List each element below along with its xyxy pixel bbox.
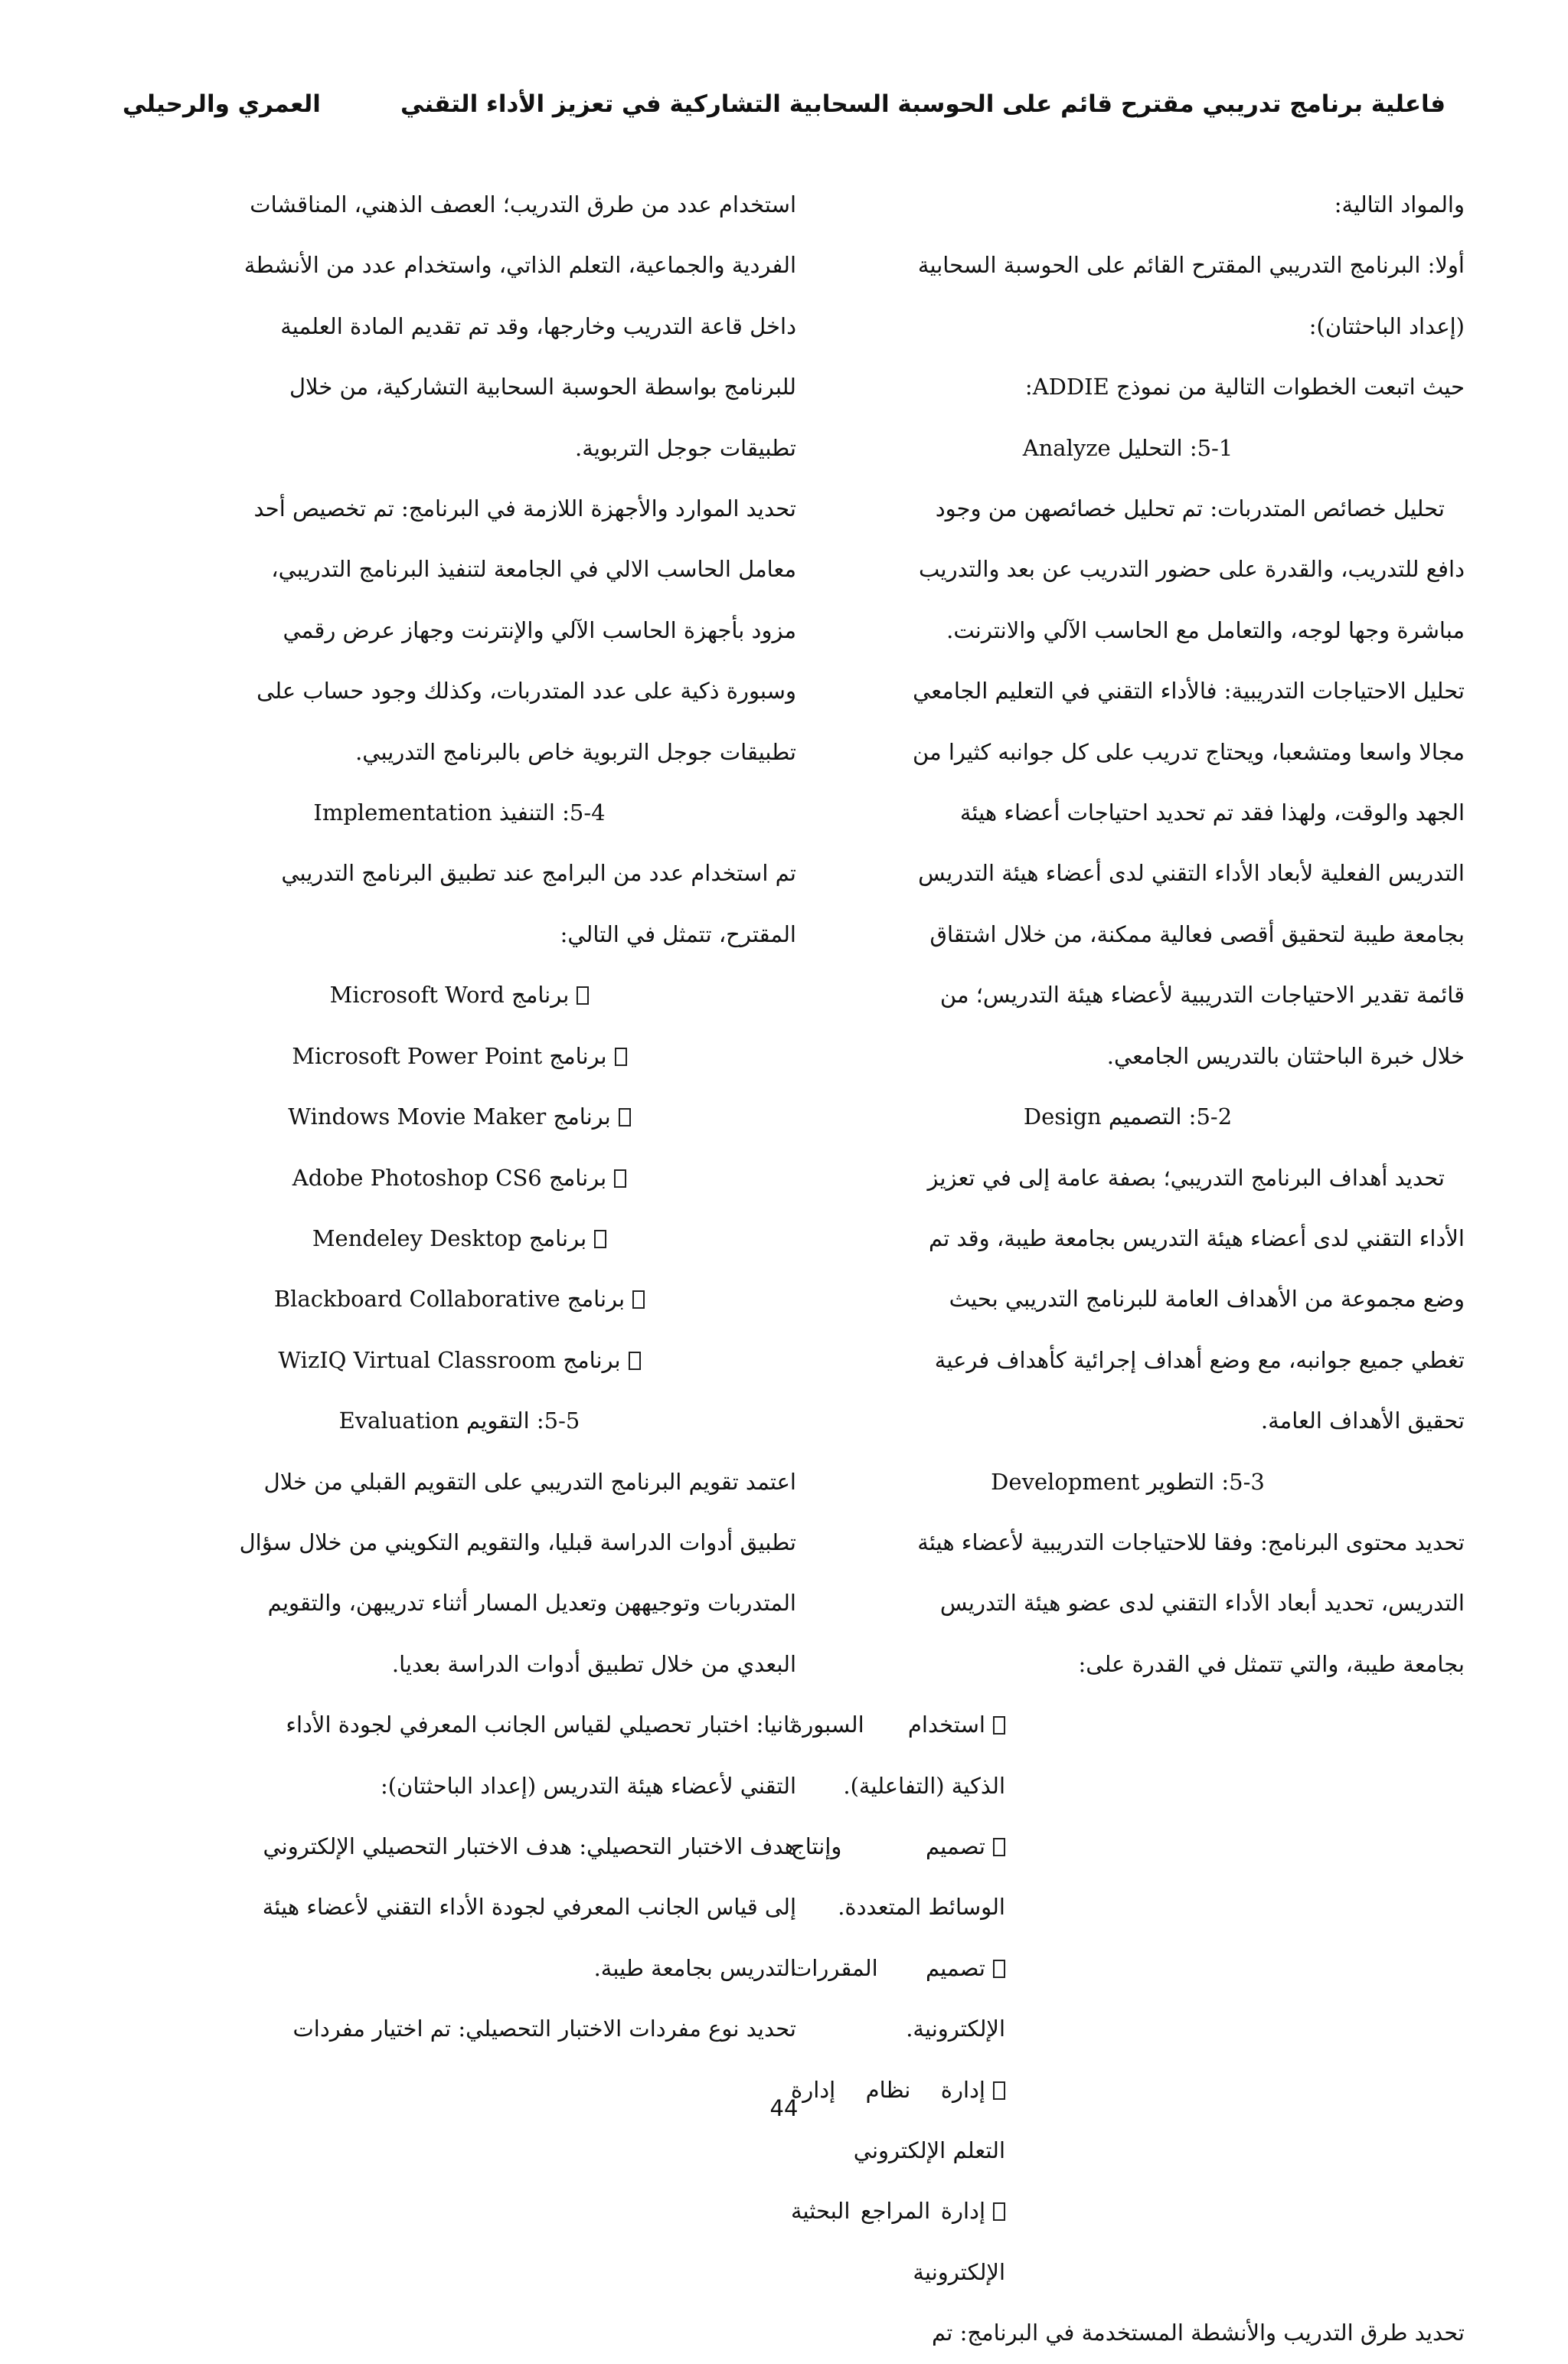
paragraph-line: اعتمد تقويم البرنامج التدريبي على التقويم القبلي من خلال bbox=[263, 1468, 796, 1495]
paragraph-line: بجامعة طيبة لتحقيق أقصى فعالية ممكنة، من خلال اشتقاق bbox=[929, 920, 1465, 947]
running-header bbox=[122, 90, 1446, 136]
section-heading-development: 5-3: التطوير Development bbox=[991, 1468, 1265, 1495]
checkbox-bullet-icon bbox=[993, 1716, 1005, 1735]
paragraph-line: الأداء التقني لدى أعضاء هيئة التدريس بجامعة طيبة، وقد تم bbox=[928, 1225, 1465, 1251]
bullet-item: برنامج Windows Movie Maker bbox=[122, 1087, 796, 1147]
bullet-item: برنامج Mendeley Desktop bbox=[122, 1208, 796, 1269]
paragraph-line: (إعداد الباحثتان): bbox=[1308, 312, 1465, 339]
paragraph-line: هدف الاختبار التحصيلي: هدف الاختبار التحصيلي الإلكتروني bbox=[263, 1833, 796, 1859]
paragraph-line: تحديد محتوى البرنامج: وفقا للاحتياجات التدريبية لأعضاء هيئة bbox=[917, 1529, 1465, 1555]
paragraph-line: خلال خبرة الباحثتان بالتدريس الجامعي. bbox=[1106, 1042, 1465, 1069]
paragraph-line: استخدام عدد من طرق التدريب؛ العصف الذهني، المناقشات bbox=[250, 191, 796, 217]
paragraph-line: حيث اتبعت الخطوات التالية من نموذج ADDIE: bbox=[1024, 374, 1465, 401]
paragraph-line: مجالا واسعا ومتشعبا، ويحتاج تدريب على كل جوانبه كثيرا من bbox=[913, 738, 1465, 765]
paragraph-line: بجامعة طيبة، والتي تتمثل في القدرة على: bbox=[1078, 1650, 1465, 1677]
paragraph-line: التدريس بجامعة طيبة. bbox=[593, 1954, 796, 1981]
paragraph-line: معامل الحاسب الالي في الجامعة لتنفيذ البرنامج التدريبي، bbox=[271, 556, 796, 583]
checkbox-bullet-icon bbox=[993, 1838, 1005, 1856]
paragraph-line: تحليل خصائص المتدربات: تم تحليل خصائصهن من وجود bbox=[935, 495, 1445, 522]
paragraph-line: وسبورة ذكية على عدد المتدربات، وكذلك وجود حساب على bbox=[256, 678, 796, 705]
checkbox-bullet-icon bbox=[632, 1290, 645, 1309]
paragraph-line: إلى قياس الجانب المعرفي لجودة الأداء التقني لأعضاء هيئة bbox=[262, 1894, 796, 1921]
checkbox-bullet-icon bbox=[993, 2202, 1005, 2221]
bullet-item: برنامج Microsoft Word bbox=[122, 965, 796, 1025]
paragraph-line: للبرنامج بواسطة الحوسبة السحابية التشاركية، من خلال bbox=[289, 374, 796, 401]
paragraph-line: تغطي جميع جوانبه، مع وضع أهداف إجرائية كأهداف فرعية bbox=[934, 1346, 1465, 1373]
checkbox-bullet-icon bbox=[993, 1960, 1005, 1978]
paragraph-line: وضع مجموعة من الأهداف العامة للبرنامج التدريبي بحيث bbox=[949, 1286, 1465, 1313]
paragraph-line: تطبيق أدوات الدراسة قبليا، والتقويم التكويني من خلال سؤال bbox=[239, 1529, 796, 1555]
paragraph-line: المقترح، تتمثل في التالي: bbox=[560, 920, 796, 947]
paragraph-line: الفردية والجماعية، التعلم الذاتي، واستخدام عدد من الأنشطة bbox=[243, 252, 796, 279]
paragraph-line: تحديد طرق التدريب والأنشطة المستخدمة في البرنامج: تم bbox=[932, 2320, 1465, 2346]
paragraph-line: تحليل الاحتياجات التدريبية: فالأداء التقني في التعليم الجامعي bbox=[913, 678, 1465, 705]
paragraph-line: مباشرة وجها لوجه، والتعامل مع الحاسب الآلي والانترنت. bbox=[946, 616, 1465, 643]
bullet-item: تصميم وإنتاج الوسائط المتعددة. bbox=[791, 1833, 1005, 1921]
paragraph-line: تطبيقات جوجل التربوية خاص بالبرنامج التدريبي. bbox=[355, 738, 796, 765]
paragraph-line: قائمة تقدير الاحتياجات التدريبية لأعضاء هيئة التدريس؛ من bbox=[939, 982, 1465, 1009]
paragraph-line: دافع للتدريب، والقدرة على حضور التدريب عن بعد والتدريب bbox=[919, 556, 1465, 583]
paragraph-line: البعدي من خلال تطبيق أدوات الدراسة بعديا. bbox=[391, 1650, 796, 1677]
paragraph-line: تحقيق الأهداف العامة. bbox=[1260, 1408, 1465, 1434]
paragraph-line: داخل قاعة التدريب وخارجها، وقد تم تقديم المادة العلمية bbox=[280, 312, 796, 339]
paragraph-line: تطبيقات جوجل التربوية. bbox=[575, 434, 796, 461]
authors: العمري والرحيلي bbox=[122, 90, 321, 118]
paragraph-line: مزود بأجهزة الحاسب الآلي والإنترنت وجهاز عرض رقمي bbox=[283, 616, 796, 643]
checkbox-bullet-icon bbox=[629, 1352, 641, 1370]
paragraph-line: ثانيا: اختبار تحصيلي لقياس الجانب المعرفي لجودة الأداء bbox=[286, 1712, 796, 1738]
bullet-item: استخدام السبورة الذكية (التفاعلية). bbox=[791, 1712, 1005, 1799]
bullet-item: إدارة نظام إدارة التعلم الإلكتروني bbox=[791, 2076, 1005, 2163]
section-heading-analyze: 5-1: التحليل Analyze bbox=[1022, 434, 1233, 461]
page-number: 44 bbox=[769, 2095, 799, 2121]
bullet-item: إدارة المراجع البحثية الإلكترونية bbox=[791, 2198, 1005, 2285]
bullet-item: برنامج Blackboard Collaborative bbox=[122, 1269, 796, 1329]
checkbox-bullet-icon bbox=[619, 1108, 631, 1126]
paragraph-line: تحديد أهداف البرنامج التدريبي؛ بصفة عامة إلى في تعزيز bbox=[927, 1164, 1445, 1191]
bullet-item: برنامج Microsoft Power Point bbox=[122, 1026, 796, 1087]
paragraph-line: التدريس، تحديد أبعاد الأداء التقني لدى عضو هيئة التدريس bbox=[939, 1590, 1465, 1617]
bullet-item: برنامج Adobe Photoshop CS6 bbox=[122, 1148, 796, 1208]
left-column bbox=[122, 175, 796, 2060]
paragraph-line: تحديد الموارد والأجهزة اللازمة في البرنامج: تم تخصيص أحد bbox=[253, 495, 796, 522]
checkbox-bullet-icon bbox=[614, 1169, 626, 1188]
paragraph-line: المتدربات وتوجيههن وتعديل المسار أثناء تدريبهن، والتقويم bbox=[267, 1590, 796, 1617]
checkbox-bullet-icon bbox=[615, 1048, 627, 1066]
paragraph-line: الجهد والوقت، ولهذا فقد تم تحديد احتياجات أعضاء هيئة bbox=[959, 799, 1465, 826]
article-title: فاعلية برنامج تدريبي مقترح قائم على الحوسبة السحابية التشاركية في تعزيز الأداء التقني bbox=[400, 90, 1446, 118]
section-heading-evaluation: 5-5: التقويم Evaluation bbox=[338, 1408, 580, 1434]
paragraph-line: تحديد نوع مفردات الاختبار التحصيلي: تم اختيار مفردات bbox=[292, 2016, 796, 2042]
paragraph-line: التدريس الفعلية لأبعاد الأداء التقني لدى أعضاء هيئة التدريس bbox=[918, 860, 1465, 887]
checkbox-bullet-icon bbox=[594, 1230, 606, 1248]
section-heading-implementation: 5-4: التنفيذ Implementation bbox=[313, 799, 606, 826]
paragraph-line: التقني لأعضاء هيئة التدريس (إعداد الباحثتان): bbox=[380, 1772, 796, 1799]
checkbox-bullet-icon bbox=[577, 986, 589, 1005]
paragraph-line: أولا: البرنامج التدريبي المقترح القائم على الحوسبة السحابية bbox=[917, 252, 1465, 279]
paragraph-line: والمواد التالية: bbox=[1334, 191, 1465, 217]
bullet-item: برنامج WizIQ Virtual Classroom bbox=[122, 1330, 796, 1391]
section-heading-design: 5-2: التصميم Design bbox=[1023, 1104, 1233, 1130]
paragraph-line: تم استخدام عدد من البرامج عند تطبيق البرنامج التدريبي bbox=[281, 860, 796, 887]
right-column bbox=[791, 175, 1465, 2364]
bullet-item: تصميم المقررات الإلكترونية. bbox=[791, 1954, 1005, 2042]
